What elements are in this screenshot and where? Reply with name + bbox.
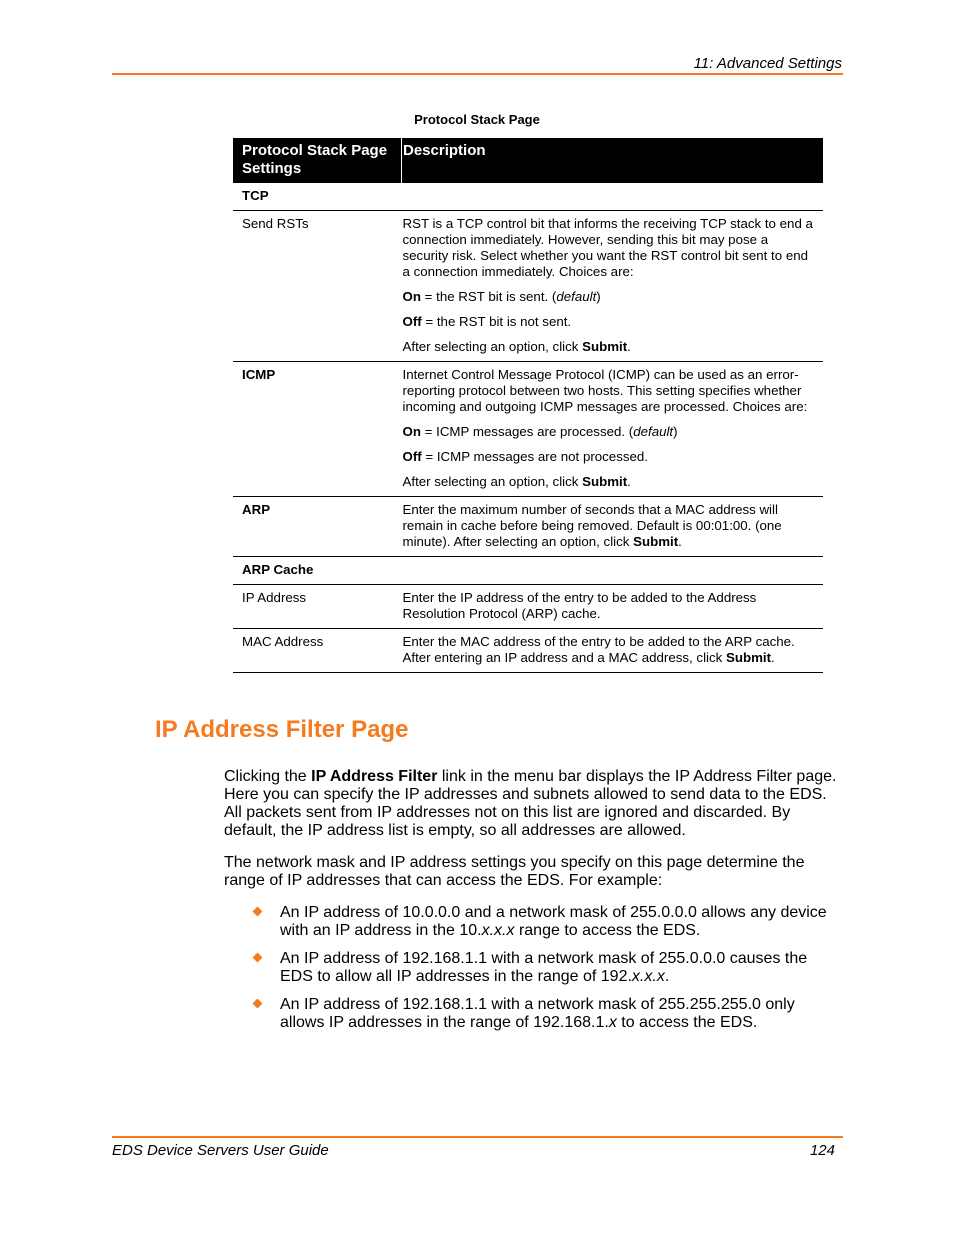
setting-name: IP Address: [233, 585, 402, 629]
section-label: TCP: [233, 183, 823, 211]
setting-description: [402, 629, 824, 673]
table-caption: Protocol Stack Page: [414, 112, 540, 127]
diamond-bullet-icon: [253, 907, 263, 917]
list-item: An IP address of 10.0.0.0 and a network mask of 255.0.0.0 allows any device with an IP address in the 10.x.x.x range to access the EDS.: [224, 904, 842, 940]
setting-description: [402, 585, 824, 629]
list-item: An IP address of 192.168.1.1 with a network mask of 255.255.255.0 only allows IP addresses in the range of 192.168.1.x to access the EDS.: [224, 996, 842, 1032]
setting-name: ICMP: [233, 362, 402, 497]
page-number: 124: [809, 1142, 835, 1159]
setting-description: [402, 362, 824, 497]
setting-description: [402, 211, 824, 362]
section-row-tcp: [233, 183, 823, 211]
choice-off: Off = ICMP messages are not processed.: [402, 449, 648, 464]
description-text: Enter the MAC address of the entry to be added to the ARP cache. After entering an IP address and a MAC address, click Submit.: [402, 634, 795, 665]
description-text: Enter the maximum number of seconds that a MAC address will remain in cache before being removed. Default is 00:01:00. (one minute). After selecting an option, click Submit.: [402, 502, 782, 549]
choice-off: Off = the RST bit is not sent.: [402, 314, 572, 329]
after-text: After selecting an option, click Submit.: [402, 339, 631, 354]
setting-name: MAC Address: [233, 629, 402, 673]
after-text: After selecting an option, click Submit.: [402, 474, 631, 489]
description-text: Enter the IP address of the entry to be added to the Address Resolution Protocol (ARP) cache.: [402, 590, 757, 621]
section-row-arp-cache: [233, 557, 823, 585]
list-item: An IP address of 192.168.1.1 with a network mask of 255.0.0.0 causes the EDS to allow all IP addresses in the range of 192.x.x.x.: [224, 950, 842, 986]
table-row: [233, 629, 823, 673]
table-row: [233, 585, 823, 629]
setting-name: Send RSTs: [233, 211, 402, 362]
section-label: ARP Cache: [233, 557, 823, 585]
paragraph: Clicking the IP Address Filter link in the menu bar displays the IP Address Filter page. Here you can specify the IP addresses and subnets allowed to send data to the EDS. All packets sent from IP addresses not on this list are ignored and discarded. By default, the IP address list is empty, so all addresses are allowed.: [224, 768, 837, 839]
col-header-description: Description: [402, 138, 824, 183]
diamond-bullet-icon: [253, 953, 263, 963]
setting-description: [402, 497, 824, 557]
protocol-stack-table: [233, 138, 823, 673]
diamond-bullet-icon: [253, 999, 263, 1009]
header-rule: [112, 73, 843, 75]
table-row: [233, 211, 823, 362]
description-text: RST is a TCP control bit that informs the receiving TCP stack to end a connection immediately. However, sending this bit may pose a security risk. Select whether you want the RST control bit sent to end a connection immediately. Choices are:: [402, 216, 813, 279]
description-text: Internet Control Message Protocol (ICMP) can be used as an error-reporting protocol between two hosts. This setting specifies whether incoming and outgoing ICMP messages are processed. Choices are:: [402, 367, 808, 414]
section-body: [224, 768, 842, 1042]
section-title: IP Address Filter Page: [155, 716, 409, 743]
setting-name: ARP: [233, 497, 402, 557]
paragraph: The network mask and IP address settings you specify on this page determine the range of IP addresses that can access the EDS. For example:: [224, 854, 805, 889]
bullet-list: [224, 904, 842, 1032]
choice-on: On = ICMP messages are processed. (default): [402, 424, 678, 439]
choice-on: On = the RST bit is sent. (default): [402, 289, 601, 304]
table-row: [233, 362, 823, 497]
chapter-header: 11: Advanced Settings: [693, 55, 842, 72]
col-header-settings: Protocol Stack Page Settings: [233, 138, 402, 183]
footer-rule: [112, 1136, 843, 1138]
table-row: [233, 497, 823, 557]
footer-title: EDS Device Servers User Guide: [112, 1142, 329, 1159]
table-header-row: [233, 138, 823, 183]
